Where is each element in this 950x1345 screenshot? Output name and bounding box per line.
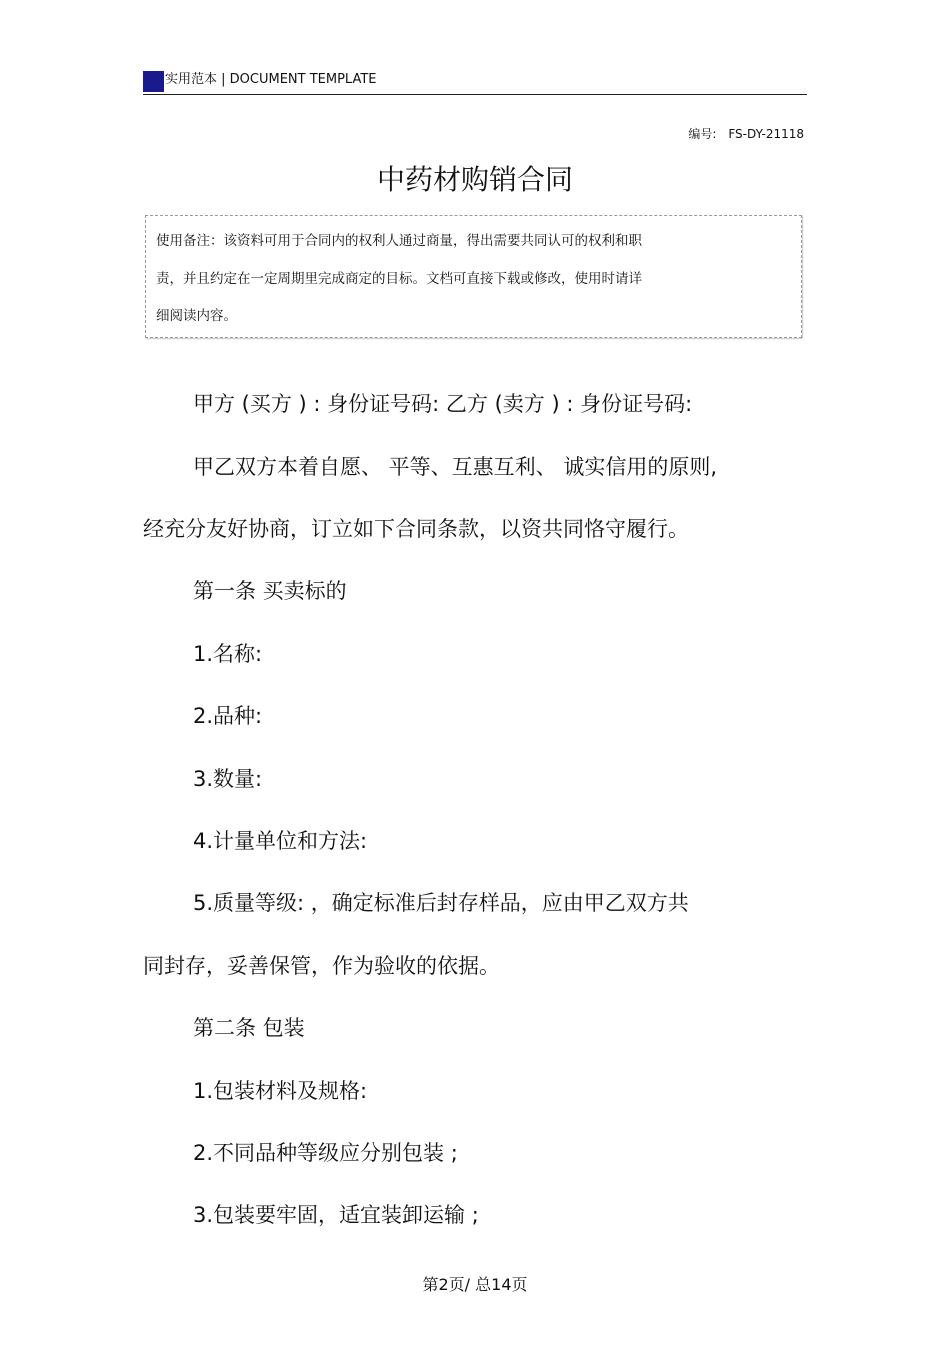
usage-note-box — [145, 215, 802, 338]
header-square-icon — [143, 71, 164, 92]
parties-line: 甲方 (买方 ) : 身份证号码: 乙方 (卖方 ) : 身份证号码: — [193, 392, 693, 416]
clause-item: 4.计量单位和方法: — [193, 829, 368, 853]
article-heading: 第一条 买卖标的 — [193, 579, 347, 603]
clause-item: 1.名称: — [193, 642, 263, 666]
document-title: 中药材购销合同 — [376, 163, 573, 196]
body-paragraph-line: 甲乙双方本着自愿、 平等、互惠互利、 诚实信用的原则, — [193, 455, 718, 479]
note-line: 使用备注：该资料可用于合同内的权利人通过商量，得出需要共同认可的权利和职 — [156, 233, 642, 249]
clause-item: 3.包装要牢固，适宜装卸运输 ; — [193, 1203, 479, 1227]
clause-item: 2.品种: — [193, 704, 263, 728]
document-number-label: 编号: — [688, 127, 717, 141]
clause-item: 2.不同品种等级应分别包装 ; — [193, 1141, 458, 1165]
document-header — [143, 68, 807, 95]
body-paragraph-line: 经充分友好协商，订立如下合同条款，以资共同恪守履行。 — [143, 517, 689, 541]
clause-item: 1.包装材料及规格: — [193, 1079, 368, 1103]
document-number-value: FS-DY-21118 — [728, 127, 804, 141]
clause-item-continuation: 同封存，妥善保管，作为验收的依据。 — [143, 954, 500, 978]
header-label: 实用范本 | DOCUMENT TEMPLATE — [165, 72, 377, 87]
clause-item: 3.数量: — [193, 767, 263, 791]
document-number — [688, 127, 804, 141]
article-heading: 第二条 包装 — [193, 1016, 305, 1040]
note-line: 责，并且约定在一定周期里完成商定的目标。文档可直接下载或修改，使用时请详 — [156, 271, 642, 287]
note-line: 细阅读内容。 — [156, 308, 237, 324]
clause-item: 5.质量等级: ，确定标准后封存样品，应由甲乙双方共 — [193, 891, 689, 915]
page-footer: 第2页/ 总14页 — [422, 1275, 528, 1294]
